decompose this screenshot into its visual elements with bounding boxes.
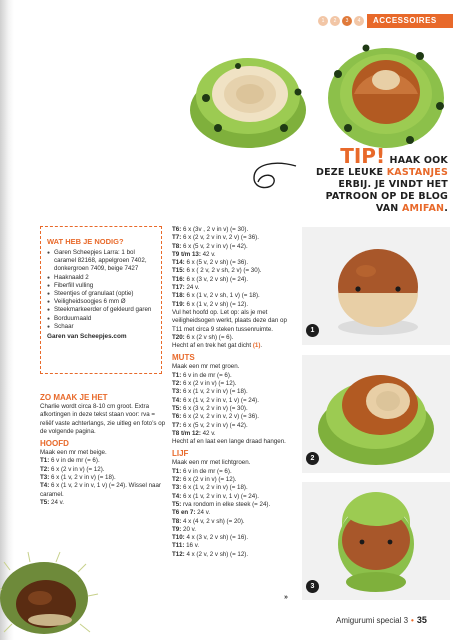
materials-box bbox=[40, 226, 162, 374]
pattern-row: T20: 6 x (2 v sh) (= 6). bbox=[172, 333, 234, 341]
section-tab: ACCESSOIRES bbox=[367, 14, 453, 28]
step-text: Maak een mr met beige. bbox=[40, 449, 107, 457]
step-photo-1 bbox=[302, 227, 450, 345]
pattern-row: T5: rva rondom in elke steek (= 24). bbox=[172, 500, 271, 508]
pattern-row: T19: 6 x (1 v, 2 v sh) (= 12). bbox=[172, 300, 249, 308]
pattern-row: T2: 6 x (2 v in v) (= 12). bbox=[172, 380, 237, 388]
tip-callout bbox=[296, 144, 448, 215]
list-item: ● Steentjes of granulaat (optie) bbox=[47, 290, 155, 298]
close-text: Hecht af en trek het gat dicht (1). bbox=[172, 342, 263, 350]
yarn-source: Garen van Scheepjes.com bbox=[47, 333, 127, 341]
tip-text: VAN AMIFAN. bbox=[375, 203, 448, 214]
pattern-row: T8 t/m 12: 42 v. bbox=[172, 429, 216, 437]
chestnut-shells-photo bbox=[188, 28, 450, 152]
instructions-column-2 bbox=[172, 226, 296, 559]
pattern-row: T12: 4 x (2 v, 2 v sh) (= 12). bbox=[172, 550, 249, 558]
footer-separator: • bbox=[411, 616, 414, 625]
section-heading: HOOFD bbox=[40, 439, 69, 449]
list-item: ● Steekmarkeerder of gekleurd garen bbox=[47, 306, 155, 314]
materials-list bbox=[47, 249, 155, 331]
pattern-row: T14: 6 x (5 v, 2 v sh) (= 36). bbox=[172, 259, 249, 267]
pattern-row: T8: 6 x (5 v, 2 v in v) (= 42). bbox=[172, 242, 248, 250]
pattern-row: T17: 24 v. bbox=[172, 284, 200, 292]
tip-text: DEZE LEUKE KASTANJES bbox=[316, 167, 448, 178]
pattern-row: T3: 6 x (1 v, 2 v in v) (= 18). bbox=[172, 388, 248, 396]
pattern-row: T1: 6 v in de mr (= 6). bbox=[172, 467, 232, 475]
pattern-row: T2: 6 x (2 v in v) (= 12). bbox=[40, 465, 105, 473]
header-dot: 2 bbox=[330, 16, 340, 26]
pattern-row: T8: 4 x (4 v, 2 v sh) (= 20). bbox=[172, 517, 245, 525]
pattern-row: T3: 6 x (1 v, 2 v in v) (= 18). bbox=[40, 474, 116, 482]
list-item: ● Haaknaald 2 bbox=[47, 274, 155, 282]
continued-mark: » bbox=[284, 594, 288, 601]
list-item: ● Borduurnaald bbox=[47, 315, 155, 323]
pattern-row: T6: 6 x (3v , 2 v in v) (= 30). bbox=[172, 226, 249, 233]
list-item: ● Fiberfill vulling bbox=[47, 282, 155, 290]
pattern-row: T6 en 7: 24 v. bbox=[172, 509, 211, 517]
list-item: ● Schaar bbox=[47, 323, 155, 331]
tip-text: HAAK OOK bbox=[389, 155, 448, 166]
pattern-row: T10: 4 x (3 v, 2 v sh) (= 16). bbox=[172, 534, 249, 542]
page-footer bbox=[336, 615, 427, 625]
curly-arrow-icon bbox=[244, 156, 304, 196]
pattern-row: T1: 6 v in de mr (= 6). bbox=[40, 457, 100, 465]
pattern-row: T5: 24 v. bbox=[40, 498, 64, 506]
step-number-badge: 3 bbox=[306, 580, 319, 593]
pattern-row: T3: 6 x (1 v, 2 v in v) (= 18). bbox=[172, 484, 248, 492]
real-chestnut-photo bbox=[0, 540, 100, 640]
magazine-title: Amigurumi special 3 bbox=[336, 616, 409, 625]
header-dot: 4 bbox=[354, 16, 364, 26]
header-page-dots bbox=[318, 16, 364, 26]
step-photo-2 bbox=[302, 355, 450, 473]
pattern-row: T7: 6 x (5 v, 2 v in v) (= 42). bbox=[172, 421, 248, 429]
page-number: 35 bbox=[416, 615, 427, 625]
pattern-row: T16: 6 x (3 v, 2 v sh) (= 24). bbox=[172, 275, 249, 283]
pattern-row: T9: 20 v. bbox=[172, 525, 196, 533]
header-dot-active: 3 bbox=[342, 16, 352, 26]
pattern-row: T5: 6 x (3 v, 2 v in v) (= 30). bbox=[172, 404, 248, 412]
header-dot: 1 bbox=[318, 16, 328, 26]
pattern-row: T4: 6 x (1 v, 2 v in v, 1 v) (= 24). Wissel naar caramel. bbox=[40, 482, 161, 498]
pattern-row: T6: 6 x (2 v, 2 v in v, 2 v) (= 36). bbox=[172, 413, 259, 421]
note-text: Vul het hoofd op. Let op: als je met veiligheidsogen werkt, plaats deze dan op T11 met circa 9 steken tussenruimte. bbox=[172, 308, 287, 333]
section-heading: ZO MAAK JE HET bbox=[40, 393, 108, 402]
pattern-row: T1: 6 v in de mr (= 6). bbox=[172, 371, 232, 379]
step-number-badge: 2 bbox=[306, 452, 319, 465]
pattern-row: T7: 6 x (2 v, 2 v in v, 2 v) (= 36). bbox=[172, 234, 259, 242]
pattern-row: T9 t/m 13: 42 v. bbox=[172, 250, 216, 258]
close-text: Hecht af en laat een lange draad hangen. bbox=[172, 438, 286, 446]
materials-title: WAT HEB JE NODIG? bbox=[47, 237, 124, 246]
tip-text: ERBIJ. JE VINDT HET bbox=[338, 179, 448, 190]
section-heading: MUTS bbox=[172, 353, 195, 363]
pattern-row: T4: 6 x (1 v, 2 v in v, 1 v) (= 24). bbox=[172, 396, 259, 404]
instructions-column-1 bbox=[40, 390, 166, 507]
pattern-row: T4: 6 x (1 v, 2 v in v, 1 v) (= 24). bbox=[172, 492, 259, 500]
step-number-badge: 1 bbox=[306, 324, 319, 337]
section-heading: LIJF bbox=[172, 449, 189, 459]
intro-text: Charlie wordt circa 8-10 cm groot. Extra afkortingen in deze tekst staan voor: rva = reliëf vaste achterlangs, zie uitleg en foto’s op de volgende pagina. bbox=[40, 403, 166, 435]
pattern-row: T11: 16 v. bbox=[172, 542, 200, 550]
tip-text: PATROON OP DE BLOG bbox=[325, 191, 448, 202]
pattern-row: T2: 6 x (2 v in v) (= 12). bbox=[172, 476, 237, 484]
step-photo-3 bbox=[302, 482, 450, 600]
pattern-row: T18: 6 x (1 v, 2 v sh, 1 v) (= 18). bbox=[172, 292, 260, 300]
list-item: ● Veiligheidsoogjes 6 mm Ø bbox=[47, 298, 155, 306]
list-item: ● Garen Scheepjes Larra: 1 bol caramel 82168, appelgroen 7402, donkergroen 7409, beige 7427 bbox=[47, 249, 155, 274]
pattern-row: T15: 6 x ( 2 v, 2 v sh, 2 v) (= 30). bbox=[172, 267, 262, 275]
step-text: Maak een mr met groen. bbox=[172, 363, 240, 371]
step-text: Maak een mr met lichtgroen. bbox=[172, 459, 251, 467]
tip-heading: TIP! bbox=[340, 144, 386, 168]
blog-link[interactable]: AMIFAN bbox=[401, 203, 445, 214]
